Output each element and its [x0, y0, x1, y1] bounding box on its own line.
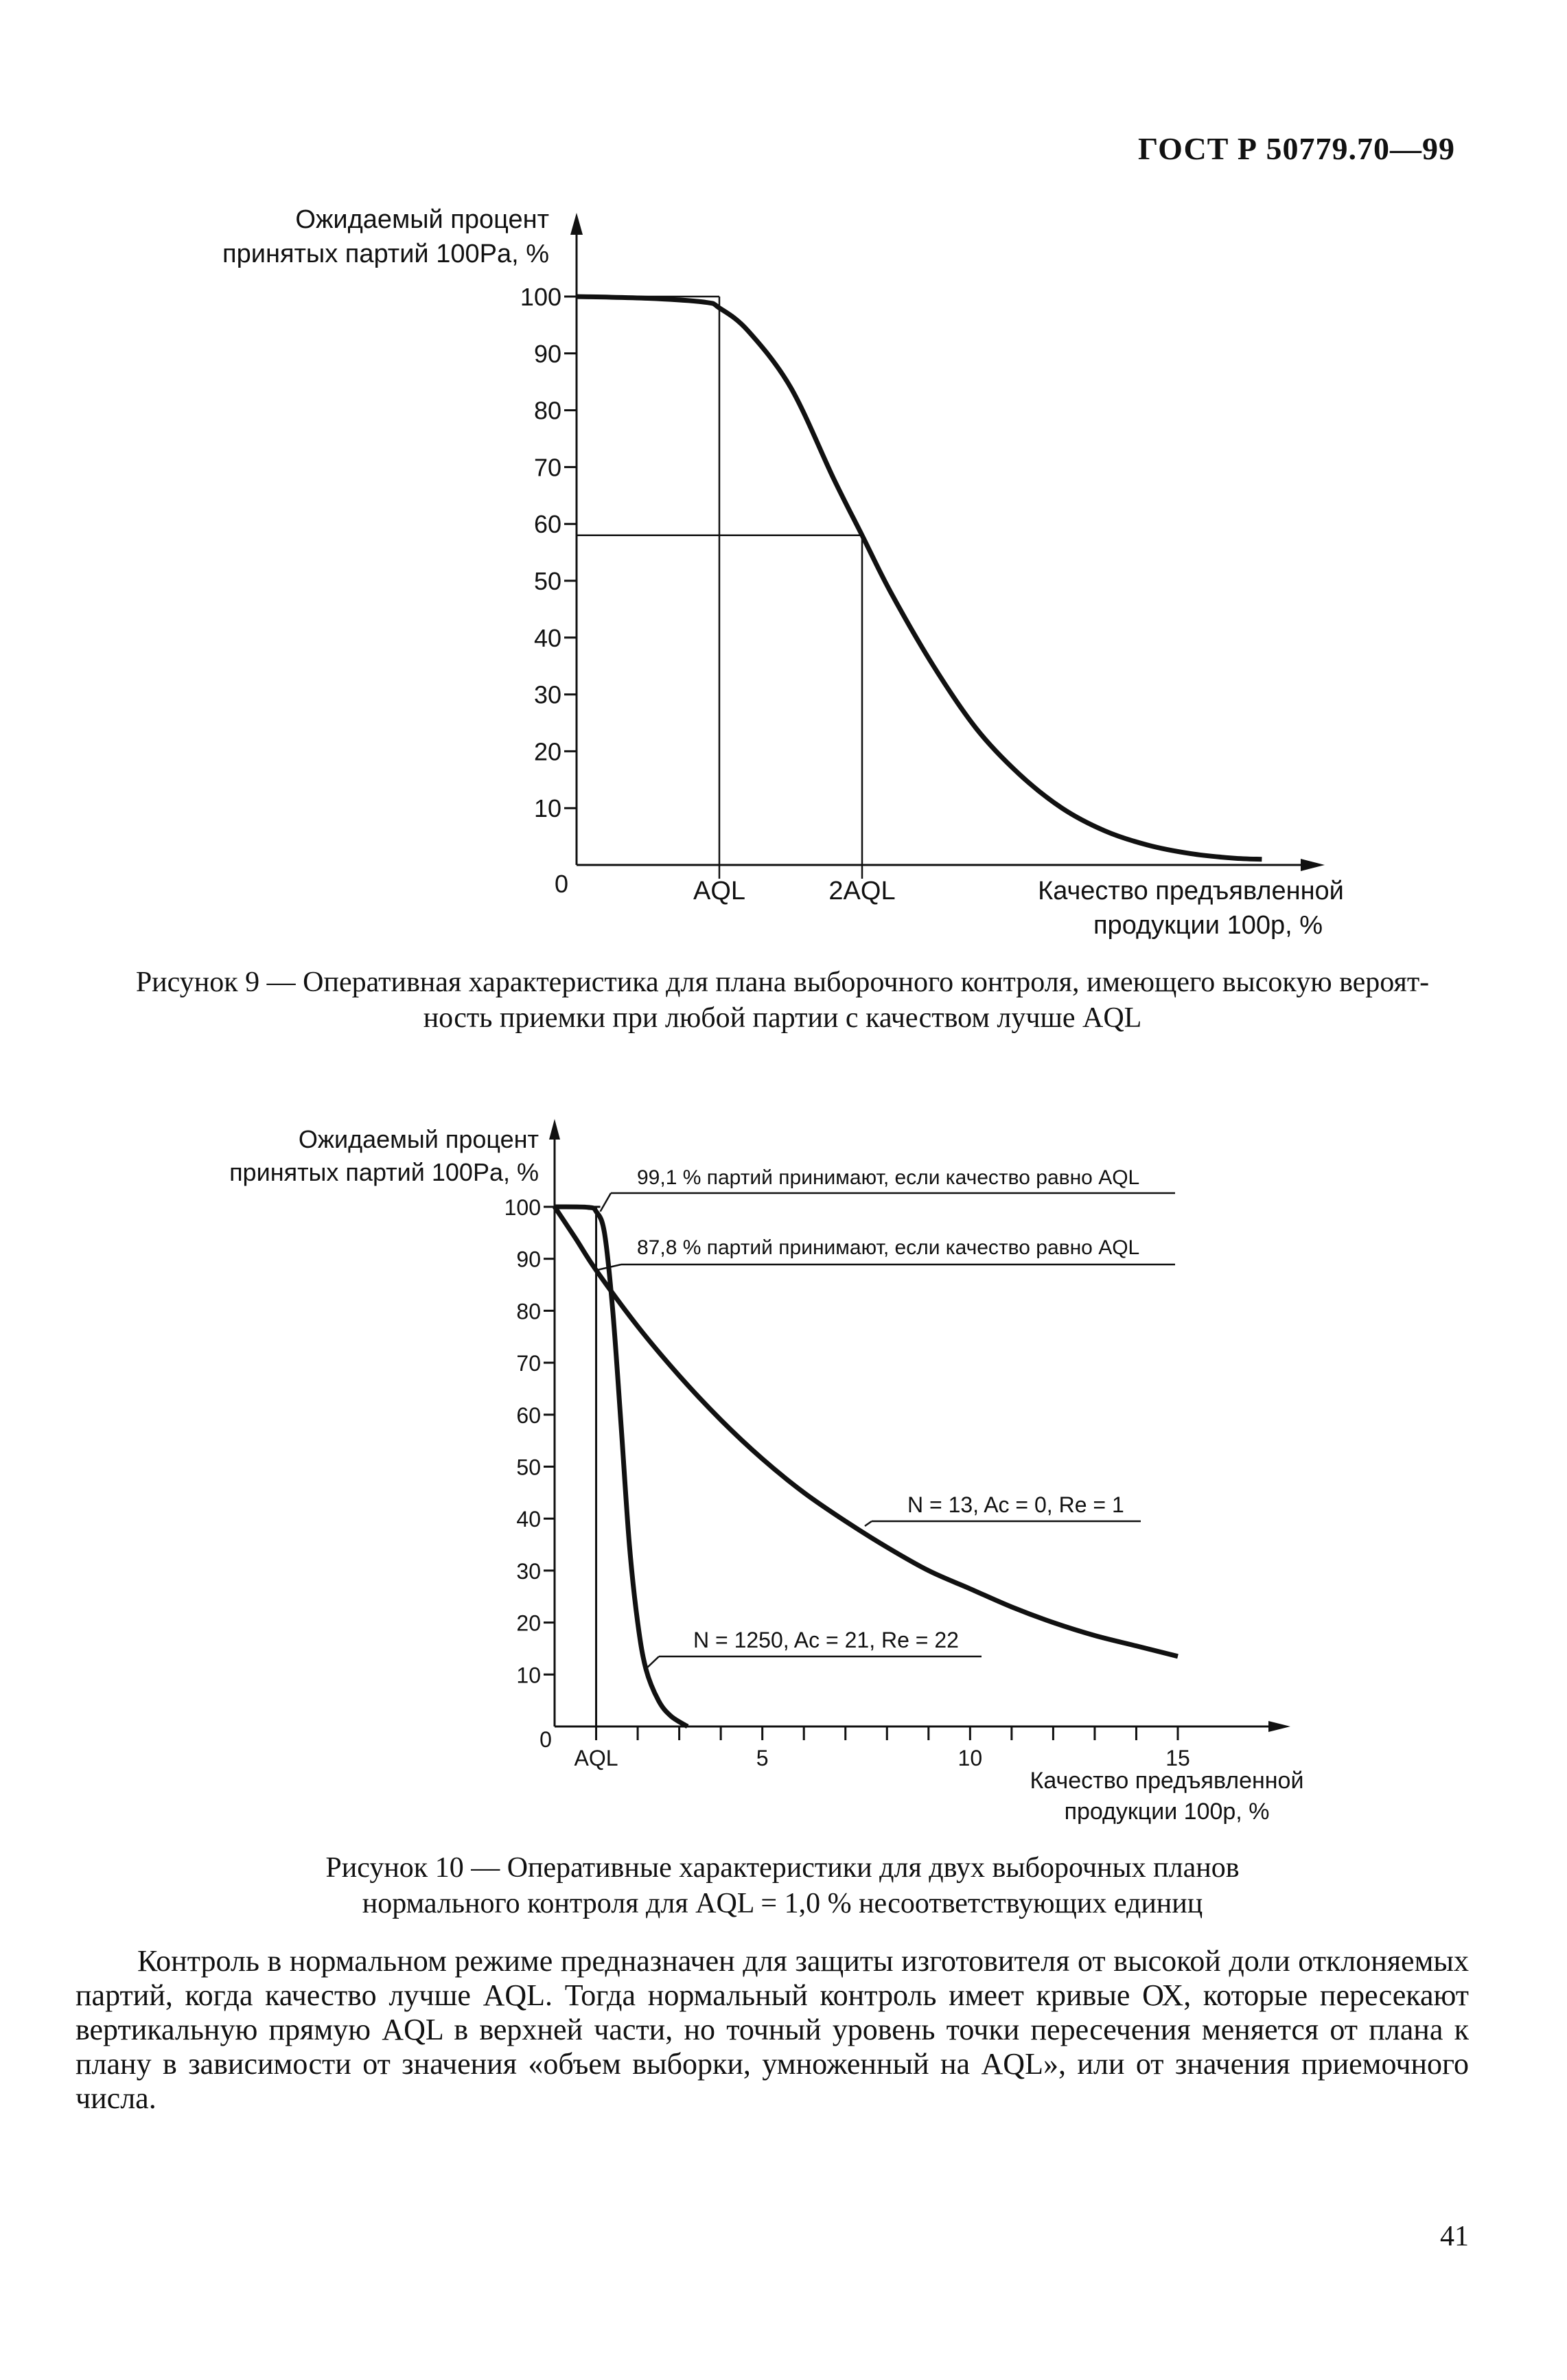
- fig9-x-axis-arrow: [1301, 859, 1325, 871]
- fig9-x-tick-label: 2AQL: [828, 877, 896, 905]
- fig10-origin-label: 0: [539, 1727, 552, 1752]
- figure-9-caption-line1: Рисунок 9 — Оперативная характеристика для плана выборочного контроля, имеющего высокую вероят-: [135, 967, 1430, 998]
- fig10-label-n1250-leader: [645, 1656, 659, 1670]
- fig10-annotation-87: 87,8 % партий принимают, если качество равно AQL: [637, 1236, 1140, 1259]
- figure-9-caption-line2: ность приемки при любой партии с качеством лучше AQL: [423, 1002, 1142, 1034]
- fig10-y-tick-label: 40: [516, 1507, 541, 1532]
- figure-10-chart: [0, 1112, 1567, 1833]
- fig10-annotation-99-leader: [601, 1193, 611, 1212]
- fig10-y-tick-label: 20: [516, 1610, 541, 1636]
- document-id: ГОСТ Р 50779.70—99: [1138, 131, 1455, 166]
- fig10-y-ticks: [504, 1195, 555, 1687]
- fig9-xlabel-line2: продукции 100р, %: [1093, 911, 1323, 940]
- fig9-y-ticks: [520, 283, 577, 822]
- figure-10-caption-line1: Рисунок 10 — Оперативные характеристики для двух выборочных планов: [325, 1852, 1240, 1884]
- fig10-x-tick-label: 15: [1165, 1746, 1190, 1770]
- fig10-y-tick-label: 80: [516, 1299, 541, 1324]
- fig10-label-n13-leader: [865, 1521, 872, 1526]
- fig9-y-tick-label: 20: [533, 737, 561, 766]
- fig10-x-tick-label: 10: [957, 1746, 983, 1770]
- fig9-y-tick-label: 30: [533, 680, 561, 709]
- fig9-y-axis-arrow: [570, 213, 583, 235]
- fig10-annotations: [596, 1193, 1175, 1670]
- figure-10-caption-line2: нормального контроля для AQL = 1,0 % несоответствующих единиц: [362, 1888, 1203, 1919]
- fig10-curve-n1250: [555, 1207, 688, 1726]
- fig9-y-tick-label: 10: [533, 794, 561, 823]
- fig9-y-tick-label: 80: [533, 396, 561, 425]
- fig9-axes: [570, 213, 1325, 871]
- fig10-y-tick-label: 30: [516, 1558, 541, 1584]
- fig10-y-tick-label: 70: [516, 1351, 541, 1376]
- fig10-annotation-99: 99,1 % партий принимают, если качество равно AQL: [637, 1166, 1140, 1189]
- fig10-y-tick-label: 10: [516, 1663, 541, 1688]
- fig10-xlabel-line2: продукции 100р, %: [1064, 1799, 1270, 1825]
- fig10-curve-n13: [555, 1207, 1178, 1656]
- fig9-y-tick-label: 90: [533, 339, 561, 368]
- fig10-ylabel-line2: принятых партий 100Pa, %: [229, 1158, 539, 1186]
- fig10-y-tick-label: 90: [516, 1247, 541, 1272]
- fig10-x-tick-labels: [574, 1746, 1190, 1770]
- fig9-ylabel-line2: принятых партий 100Pa, %: [222, 240, 549, 268]
- figure-9-caption: [96, 964, 1469, 1036]
- fig10-y-axis-arrow: [549, 1119, 560, 1140]
- fig9-x-tick-label: AQL: [693, 877, 746, 905]
- fig10-x-tick-label: AQL: [574, 1746, 618, 1770]
- fig10-x-axis-arrow: [1268, 1721, 1290, 1732]
- fig10-series-label-n13: N = 13, Ac = 0, Re = 1: [907, 1492, 1124, 1517]
- fig9-y-tick-label: 60: [533, 510, 561, 539]
- fig10-y-tick-label: 100: [504, 1195, 541, 1220]
- body-paragraph: Контроль в нормальном режиме предназначен для защиты изготовителя от высокой доли отклоняемых партий, когда качество лучше AQL. Тогда нормальный контроль имеет кривые ОХ, которые пересекают вертикальную прямую AQL в верхней части, но точный уровень точки пересечения меняется от плана к плану в зависимости от значения «объем выборки, умноженный на AQL», или от значения приемочного числа.: [76, 1944, 1469, 2115]
- fig10-ylabel-line1: Ожидаемый процент: [298, 1125, 539, 1153]
- page-number: 41: [1440, 2221, 1469, 2252]
- fig9-reference-lines: [577, 297, 862, 879]
- figure-10-caption: [96, 1850, 1469, 1921]
- fig10-x-tick-label: 5: [756, 1746, 769, 1770]
- fig10-series-label-n1250: N = 1250, Ac = 21, Re = 22: [693, 1628, 959, 1652]
- fig9-ylabel-line1: Ожидаемый процент: [295, 205, 549, 234]
- fig9-xlabel-line1: Качество предъявленной: [1038, 877, 1344, 905]
- fig10-y-tick-label: 50: [516, 1455, 541, 1480]
- figure-9-chart: [0, 192, 1567, 947]
- fig10-y-tick-label: 60: [516, 1402, 541, 1428]
- fig9-x-tick-labels: [693, 877, 896, 905]
- fig9-oc-curve: [577, 297, 1262, 859]
- fig9-y-tick-label: 70: [533, 453, 561, 482]
- fig9-y-tick-label: 40: [533, 623, 561, 652]
- fig9-origin-label: 0: [554, 870, 569, 898]
- fig9-y-tick-label: 100: [520, 283, 561, 311]
- fig10-xlabel-line1: Качество предъявленной: [1030, 1768, 1304, 1794]
- fig9-y-tick-label: 50: [533, 567, 561, 595]
